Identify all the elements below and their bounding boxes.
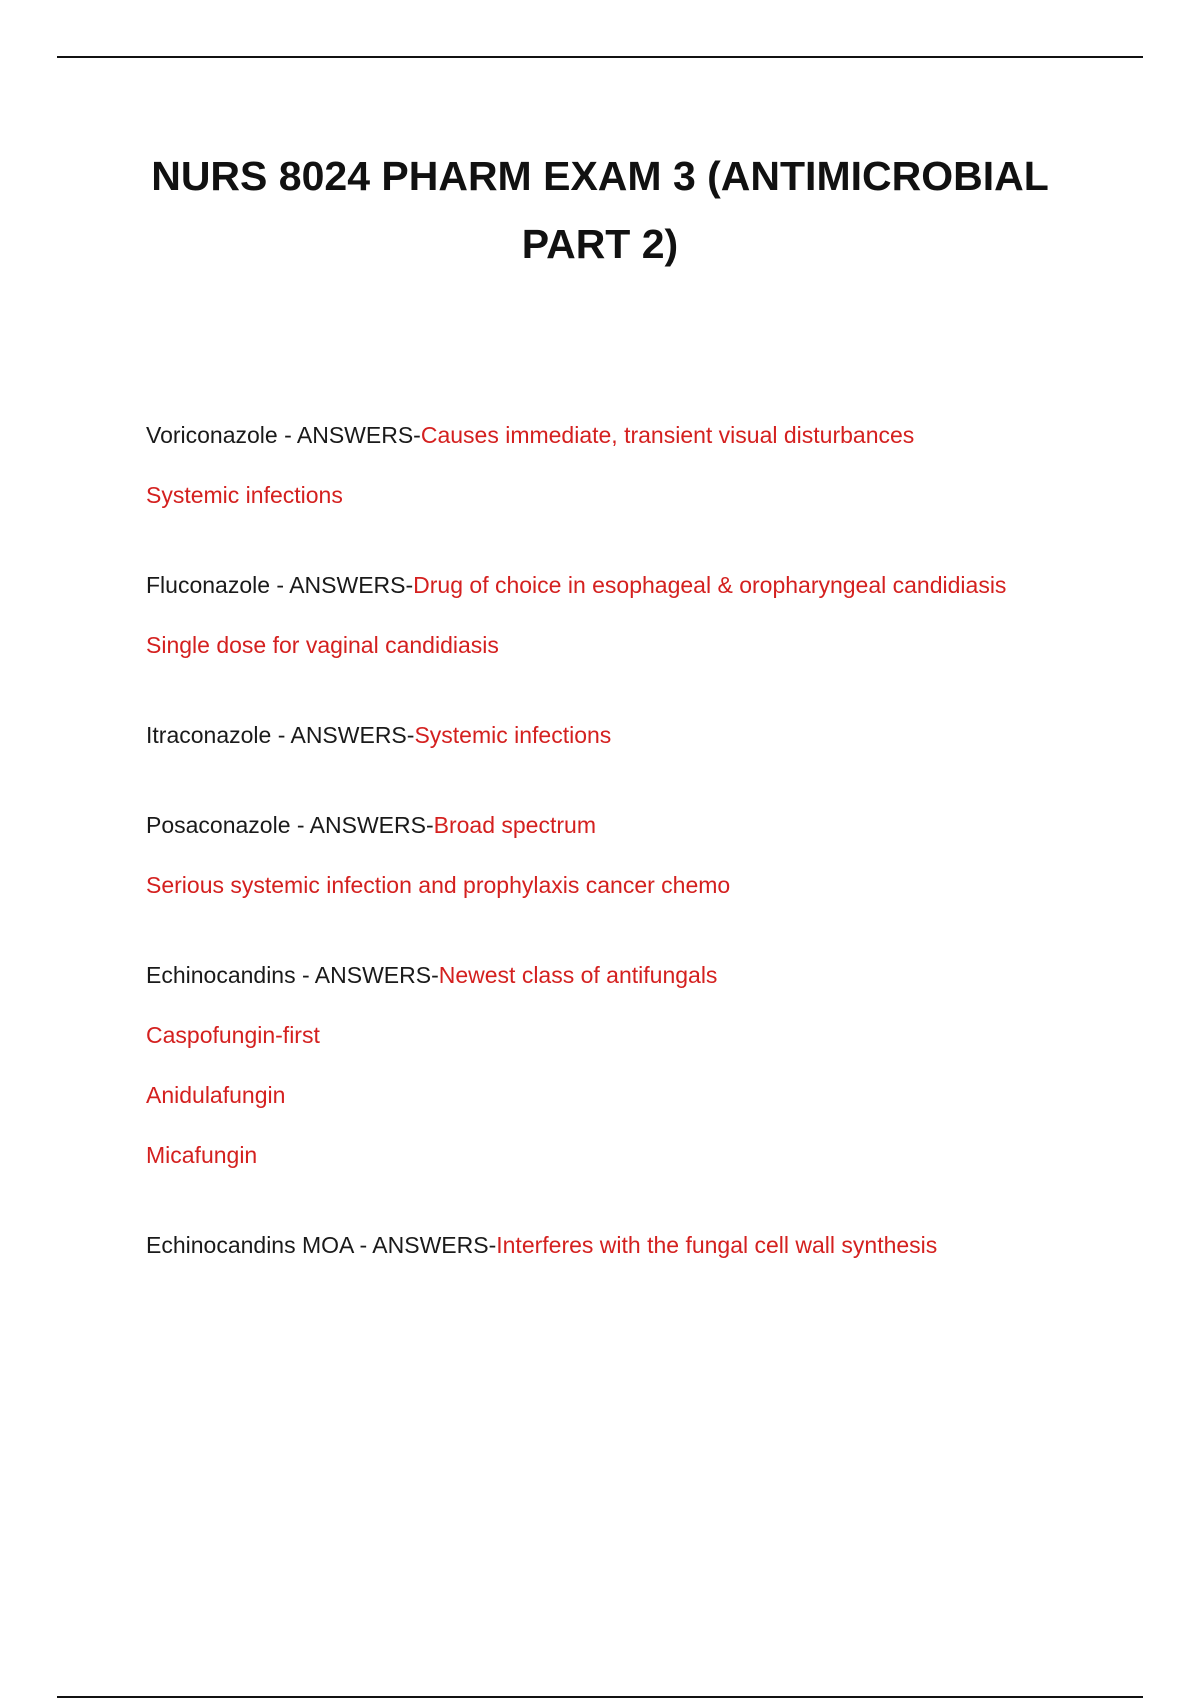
entry-term: Fluconazole — [146, 572, 271, 598]
answer-text: Serious systemic infection and prophylaxis cancer chemo — [146, 872, 731, 898]
entry-first-line — [146, 960, 1146, 990]
entry-first-line — [146, 720, 1146, 750]
qa-entry — [146, 960, 1146, 1170]
qa-list — [146, 420, 1146, 1320]
entry-first-line — [146, 420, 1146, 450]
answers-separator: - ANSWERS- — [353, 1232, 497, 1258]
answer-line — [146, 480, 1146, 510]
answer-text: Causes immediate, transient visual disturbances — [420, 422, 915, 448]
answer-text: Systemic infections — [146, 482, 343, 508]
entry-term: Echinocandins — [146, 962, 296, 988]
answer-text: Drug of choice in esophageal & oropharyngeal candidiasis — [413, 572, 1007, 598]
entry-term: Posaconazole — [146, 812, 291, 838]
answer-text: Anidulafungin — [146, 1082, 286, 1108]
footer-rule — [57, 1696, 1143, 1698]
entry-term: Voriconazole — [146, 422, 278, 448]
answers-separator: - ANSWERS- — [271, 722, 415, 748]
answer-text: Newest class of antifungals — [438, 962, 718, 988]
answer-text: Micafungin — [146, 1142, 258, 1168]
answer-line — [146, 1140, 1146, 1170]
answers-separator: - ANSWERS- — [277, 422, 421, 448]
entry-term: Itraconazole — [146, 722, 272, 748]
qa-entry — [146, 810, 1146, 900]
answer-line — [146, 630, 1146, 660]
answer-text: Systemic infections — [414, 722, 612, 748]
qa-entry — [146, 570, 1146, 660]
entry-first-line — [146, 570, 1146, 600]
entry-term: Echinocandins MOA — [146, 1232, 354, 1258]
answer-text: Interferes with the fungal cell wall synthesis — [496, 1232, 938, 1258]
answers-separator: - ANSWERS- — [270, 572, 414, 598]
qa-entry — [146, 1230, 1146, 1260]
entry-first-line — [146, 810, 1146, 840]
answer-text: Broad spectrum — [433, 812, 596, 838]
answers-separator: - ANSWERS- — [290, 812, 434, 838]
answer-text: Single dose for vaginal candidiasis — [146, 632, 499, 658]
answer-line — [146, 870, 1146, 900]
document-title: NURS 8024 PHARM EXAM 3 (ANTIMICROBIAL PART 2) — [151, 153, 1049, 267]
answers-separator: - ANSWERS- — [295, 962, 439, 988]
qa-entry — [146, 720, 1146, 750]
answer-line — [146, 1020, 1146, 1050]
header-rule — [57, 56, 1143, 58]
answer-line — [146, 1080, 1146, 1110]
qa-entry — [146, 420, 1146, 510]
entry-first-line — [146, 1230, 1146, 1260]
answer-text: Caspofungin-first — [146, 1022, 320, 1048]
